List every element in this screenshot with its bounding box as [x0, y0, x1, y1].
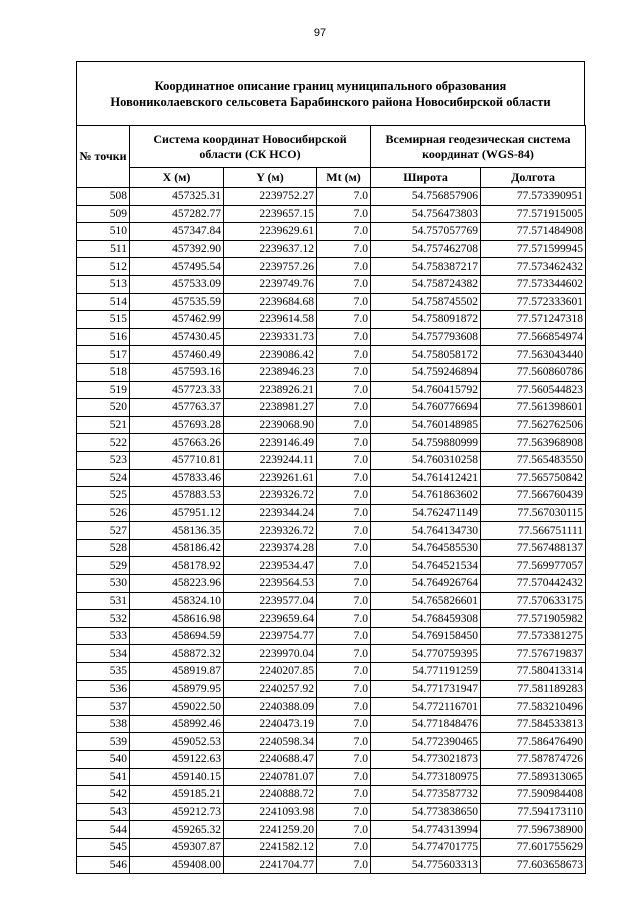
point-number-cell: 514 [77, 293, 130, 311]
x-cell: 457663.26 [130, 434, 224, 452]
title-line-1: Координатное описание границ муниципального образования [154, 78, 507, 93]
table-row [77, 575, 586, 593]
longitude-cell: 77.570633175 [481, 592, 586, 610]
x-cell: 457533.09 [130, 275, 224, 293]
x-cell: 457710.81 [130, 451, 224, 469]
y-cell: 2238981.27 [224, 399, 317, 417]
longitude-cell: 77.571905982 [481, 610, 586, 628]
latitude-cell: 54.774313994 [371, 821, 481, 839]
longitude-cell: 77.566751111 [481, 522, 586, 540]
mt-cell: 7.0 [317, 680, 371, 698]
table-body [77, 188, 586, 874]
longitude-cell: 77.571484908 [481, 223, 586, 241]
latitude-cell: 54.773587732 [371, 786, 481, 804]
longitude-cell: 77.565483550 [481, 451, 586, 469]
mt-cell: 7.0 [317, 592, 371, 610]
longitude-cell: 77.571599945 [481, 240, 586, 258]
point-number-cell: 540 [77, 751, 130, 769]
x-cell: 458616.98 [130, 610, 224, 628]
y-cell: 2240473.19 [224, 715, 317, 733]
y-cell: 2239534.47 [224, 557, 317, 575]
table-row [77, 469, 586, 487]
mt-cell: 7.0 [317, 346, 371, 364]
mt-cell: 7.0 [317, 363, 371, 381]
table-row [77, 627, 586, 645]
point-number-cell: 522 [77, 434, 130, 452]
longitude-cell: 77.596738900 [481, 821, 586, 839]
table-row [77, 205, 586, 223]
point-number-cell: 527 [77, 522, 130, 540]
longitude-cell: 77.563968908 [481, 434, 586, 452]
mt-cell: 7.0 [317, 275, 371, 293]
mt-cell: 7.0 [317, 715, 371, 733]
x-cell: 459265.32 [130, 821, 224, 839]
table-row [77, 838, 586, 856]
coordinates-table [76, 125, 586, 874]
y-cell: 2240598.34 [224, 733, 317, 751]
y-cell: 2239749.76 [224, 275, 317, 293]
table-row [77, 258, 586, 276]
latitude-cell: 54.764521534 [371, 557, 481, 575]
header-y: Y (м) [224, 168, 317, 188]
point-number-cell: 508 [77, 188, 130, 206]
header-mt: Mt (м) [317, 168, 371, 188]
point-number-cell: 544 [77, 821, 130, 839]
mt-cell: 7.0 [317, 416, 371, 434]
mt-cell: 7.0 [317, 205, 371, 223]
y-cell: 2239068.90 [224, 416, 317, 434]
table-row [77, 293, 586, 311]
point-number-cell: 520 [77, 399, 130, 417]
point-number-cell: 526 [77, 504, 130, 522]
y-cell: 2239757.26 [224, 258, 317, 276]
point-number-cell: 533 [77, 627, 130, 645]
mt-cell: 7.0 [317, 557, 371, 575]
point-number-cell: 537 [77, 698, 130, 716]
point-number-cell: 542 [77, 786, 130, 804]
mt-cell: 7.0 [317, 539, 371, 557]
table-row [77, 592, 586, 610]
longitude-cell: 77.571915005 [481, 205, 586, 223]
longitude-cell: 77.563043440 [481, 346, 586, 364]
mt-cell: 7.0 [317, 663, 371, 681]
longitude-cell: 77.573390951 [481, 188, 586, 206]
longitude-cell: 77.572333601 [481, 293, 586, 311]
longitude-cell: 77.590984408 [481, 786, 586, 804]
mt-cell: 7.0 [317, 786, 371, 804]
latitude-cell: 54.760415792 [371, 381, 481, 399]
point-number-cell: 532 [77, 610, 130, 628]
header-local-system: Система координат Новосибирской области (СК НСО) [130, 126, 371, 168]
latitude-cell: 54.759246894 [371, 363, 481, 381]
latitude-cell: 54.774701775 [371, 838, 481, 856]
longitude-cell: 77.580413314 [481, 663, 586, 681]
x-cell: 458223.96 [130, 575, 224, 593]
latitude-cell: 54.773838650 [371, 803, 481, 821]
x-cell: 459212.73 [130, 803, 224, 821]
y-cell: 2240207.85 [224, 663, 317, 681]
x-cell: 457535.59 [130, 293, 224, 311]
x-cell: 457951.12 [130, 504, 224, 522]
x-cell: 457392.90 [130, 240, 224, 258]
x-cell: 459122.63 [130, 751, 224, 769]
mt-cell: 7.0 [317, 522, 371, 540]
y-cell: 2240257.92 [224, 680, 317, 698]
y-cell: 2241582.12 [224, 838, 317, 856]
longitude-cell: 77.594173110 [481, 803, 586, 821]
latitude-cell: 54.765826601 [371, 592, 481, 610]
point-number-cell: 529 [77, 557, 130, 575]
mt-cell: 7.0 [317, 399, 371, 417]
y-cell: 2239684.68 [224, 293, 317, 311]
longitude-cell: 77.571247318 [481, 311, 586, 329]
table-row [77, 610, 586, 628]
point-number-cell: 509 [77, 205, 130, 223]
mt-cell: 7.0 [317, 645, 371, 663]
mt-cell: 7.0 [317, 838, 371, 856]
x-cell: 457495.54 [130, 258, 224, 276]
longitude-cell: 77.586476490 [481, 733, 586, 751]
mt-cell: 7.0 [317, 328, 371, 346]
point-number-cell: 541 [77, 768, 130, 786]
x-cell: 457347.84 [130, 223, 224, 241]
y-cell: 2239374.28 [224, 539, 317, 557]
longitude-cell: 77.570442432 [481, 575, 586, 593]
y-cell: 2240781.07 [224, 768, 317, 786]
x-cell: 457325.31 [130, 188, 224, 206]
latitude-cell: 54.758058172 [371, 346, 481, 364]
table-row [77, 522, 586, 540]
y-cell: 2239564.53 [224, 575, 317, 593]
table-row [77, 328, 586, 346]
latitude-cell: 54.757793608 [371, 328, 481, 346]
y-cell: 2239244.11 [224, 451, 317, 469]
table-row [77, 856, 586, 874]
table-row [77, 557, 586, 575]
document-title [76, 61, 585, 125]
latitude-cell: 54.757462708 [371, 240, 481, 258]
point-number-cell: 524 [77, 469, 130, 487]
latitude-cell: 54.756857906 [371, 188, 481, 206]
header-wgs-system: Всемирная геодезическая система координат (WGS-84) [371, 126, 586, 168]
table-row [77, 663, 586, 681]
table-row [77, 240, 586, 258]
longitude-cell: 77.560860786 [481, 363, 586, 381]
x-cell: 457833.46 [130, 469, 224, 487]
longitude-cell: 77.581189283 [481, 680, 586, 698]
latitude-cell: 54.764585530 [371, 539, 481, 557]
y-cell: 2239752.27 [224, 188, 317, 206]
latitude-cell: 54.764134730 [371, 522, 481, 540]
x-cell: 457460.49 [130, 346, 224, 364]
x-cell: 459052.53 [130, 733, 224, 751]
point-number-cell: 516 [77, 328, 130, 346]
latitude-cell: 54.760310258 [371, 451, 481, 469]
table-row [77, 751, 586, 769]
x-cell: 458324.10 [130, 592, 224, 610]
point-number-cell: 543 [77, 803, 130, 821]
latitude-cell: 54.758745502 [371, 293, 481, 311]
longitude-cell: 77.584533813 [481, 715, 586, 733]
longitude-cell: 77.561398601 [481, 399, 586, 417]
x-cell: 457430.45 [130, 328, 224, 346]
longitude-cell: 77.569977057 [481, 557, 586, 575]
point-number-cell: 519 [77, 381, 130, 399]
title-line-2: Новониколаевского сельсовета Барабинского района Новосибирской области [110, 94, 551, 109]
table-row [77, 434, 586, 452]
y-cell: 2241093.98 [224, 803, 317, 821]
point-number-cell: 518 [77, 363, 130, 381]
table-row [77, 416, 586, 434]
x-cell: 458178.92 [130, 557, 224, 575]
latitude-cell: 54.772116701 [371, 698, 481, 716]
y-cell: 2239629.61 [224, 223, 317, 241]
x-cell: 458979.95 [130, 680, 224, 698]
latitude-cell: 54.772390465 [371, 733, 481, 751]
mt-cell: 7.0 [317, 240, 371, 258]
x-cell: 458992.46 [130, 715, 224, 733]
point-number-cell: 535 [77, 663, 130, 681]
y-cell: 2240688.47 [224, 751, 317, 769]
longitude-cell: 77.583210496 [481, 698, 586, 716]
latitude-cell: 54.770759395 [371, 645, 481, 663]
y-cell: 2239344.24 [224, 504, 317, 522]
table-row [77, 346, 586, 364]
point-number-cell: 511 [77, 240, 130, 258]
latitude-cell: 54.761412421 [371, 469, 481, 487]
y-cell: 2239754.77 [224, 627, 317, 645]
x-cell: 459408.00 [130, 856, 224, 874]
point-number-cell: 510 [77, 223, 130, 241]
table-row [77, 733, 586, 751]
mt-cell: 7.0 [317, 803, 371, 821]
longitude-cell: 77.587874726 [481, 751, 586, 769]
mt-cell: 7.0 [317, 311, 371, 329]
x-cell: 458186.42 [130, 539, 224, 557]
y-cell: 2238946.23 [224, 363, 317, 381]
point-number-cell: 513 [77, 275, 130, 293]
header-x: X (м) [130, 168, 224, 188]
longitude-cell: 77.589313065 [481, 768, 586, 786]
y-cell: 2239326.72 [224, 487, 317, 505]
table-row [77, 451, 586, 469]
latitude-cell: 54.762471149 [371, 504, 481, 522]
latitude-cell: 54.758091872 [371, 311, 481, 329]
point-number-cell: 546 [77, 856, 130, 874]
mt-cell: 7.0 [317, 821, 371, 839]
table-row [77, 381, 586, 399]
mt-cell: 7.0 [317, 223, 371, 241]
header-longitude: Долгота [481, 168, 586, 188]
table-row [77, 188, 586, 206]
longitude-cell: 77.565750842 [481, 469, 586, 487]
y-cell: 2241704.77 [224, 856, 317, 874]
mt-cell: 7.0 [317, 610, 371, 628]
latitude-cell: 54.760776694 [371, 399, 481, 417]
x-cell: 457883.53 [130, 487, 224, 505]
mt-cell: 7.0 [317, 733, 371, 751]
x-cell: 459140.15 [130, 768, 224, 786]
y-cell: 2239331.73 [224, 328, 317, 346]
latitude-cell: 54.773180975 [371, 768, 481, 786]
point-number-cell: 536 [77, 680, 130, 698]
latitude-cell: 54.758724382 [371, 275, 481, 293]
latitude-cell: 54.761863602 [371, 487, 481, 505]
mt-cell: 7.0 [317, 768, 371, 786]
x-cell: 457593.16 [130, 363, 224, 381]
latitude-cell: 54.769158450 [371, 627, 481, 645]
y-cell: 2239577.04 [224, 592, 317, 610]
x-cell: 457723.33 [130, 381, 224, 399]
mt-cell: 7.0 [317, 188, 371, 206]
table-row [77, 715, 586, 733]
mt-cell: 7.0 [317, 451, 371, 469]
mt-cell: 7.0 [317, 504, 371, 522]
table-row [77, 275, 586, 293]
mt-cell: 7.0 [317, 469, 371, 487]
y-cell: 2239326.72 [224, 522, 317, 540]
point-number-cell: 531 [77, 592, 130, 610]
latitude-cell: 54.758387217 [371, 258, 481, 276]
mt-cell: 7.0 [317, 751, 371, 769]
x-cell: 459185.21 [130, 786, 224, 804]
point-number-cell: 530 [77, 575, 130, 593]
x-cell: 457693.28 [130, 416, 224, 434]
latitude-cell: 54.773021873 [371, 751, 481, 769]
page-number: 97 [313, 27, 327, 39]
x-cell: 458872.32 [130, 645, 224, 663]
latitude-cell: 54.771848476 [371, 715, 481, 733]
point-number-cell: 521 [77, 416, 130, 434]
table-row [77, 223, 586, 241]
point-number-cell: 515 [77, 311, 130, 329]
x-cell: 458919.87 [130, 663, 224, 681]
y-cell: 2239637.12 [224, 240, 317, 258]
table-row [77, 504, 586, 522]
point-number-cell: 534 [77, 645, 130, 663]
table-row [77, 539, 586, 557]
table-row [77, 680, 586, 698]
table-row [77, 821, 586, 839]
latitude-cell: 54.757057769 [371, 223, 481, 241]
y-cell: 2239970.04 [224, 645, 317, 663]
point-number-cell: 523 [77, 451, 130, 469]
mt-cell: 7.0 [317, 487, 371, 505]
mt-cell: 7.0 [317, 856, 371, 874]
latitude-cell: 54.768459308 [371, 610, 481, 628]
mt-cell: 7.0 [317, 627, 371, 645]
y-cell: 2239086.42 [224, 346, 317, 364]
longitude-cell: 77.566760439 [481, 487, 586, 505]
table-row [77, 487, 586, 505]
y-cell: 2238926.21 [224, 381, 317, 399]
header-point-number: № точки [77, 126, 130, 188]
point-number-cell: 538 [77, 715, 130, 733]
mt-cell: 7.0 [317, 575, 371, 593]
longitude-cell: 77.560544823 [481, 381, 586, 399]
y-cell: 2241259.20 [224, 821, 317, 839]
header-latitude: Широта [371, 168, 481, 188]
latitude-cell: 54.775603313 [371, 856, 481, 874]
longitude-cell: 77.601755629 [481, 838, 586, 856]
mt-cell: 7.0 [317, 381, 371, 399]
mt-cell: 7.0 [317, 258, 371, 276]
longitude-cell: 77.573381275 [481, 627, 586, 645]
table-row [77, 803, 586, 821]
y-cell: 2240388.09 [224, 698, 317, 716]
longitude-cell: 77.562762506 [481, 416, 586, 434]
longitude-cell: 77.603658673 [481, 856, 586, 874]
latitude-cell: 54.771191259 [371, 663, 481, 681]
table-row [77, 363, 586, 381]
point-number-cell: 525 [77, 487, 130, 505]
x-cell: 457763.37 [130, 399, 224, 417]
point-number-cell: 528 [77, 539, 130, 557]
point-number-cell: 517 [77, 346, 130, 364]
point-number-cell: 539 [77, 733, 130, 751]
point-number-cell: 545 [77, 838, 130, 856]
longitude-cell: 77.573462432 [481, 258, 586, 276]
mt-cell: 7.0 [317, 293, 371, 311]
x-cell: 459022.50 [130, 698, 224, 716]
longitude-cell: 77.573344602 [481, 275, 586, 293]
y-cell: 2239614.58 [224, 311, 317, 329]
latitude-cell: 54.760148985 [371, 416, 481, 434]
latitude-cell: 54.759880999 [371, 434, 481, 452]
longitude-cell: 77.576719837 [481, 645, 586, 663]
latitude-cell: 54.764926764 [371, 575, 481, 593]
x-cell: 457282.77 [130, 205, 224, 223]
table-row [77, 311, 586, 329]
mt-cell: 7.0 [317, 434, 371, 452]
y-cell: 2239659.64 [224, 610, 317, 628]
point-number-cell: 512 [77, 258, 130, 276]
x-cell: 457462.99 [130, 311, 224, 329]
mt-cell: 7.0 [317, 698, 371, 716]
y-cell: 2239146.49 [224, 434, 317, 452]
longitude-cell: 77.567488137 [481, 539, 586, 557]
longitude-cell: 77.567030115 [481, 504, 586, 522]
table-row [77, 645, 586, 663]
table-row [77, 786, 586, 804]
table-row [77, 698, 586, 716]
x-cell: 458136.35 [130, 522, 224, 540]
longitude-cell: 77.566854974 [481, 328, 586, 346]
latitude-cell: 54.756473803 [371, 205, 481, 223]
x-cell: 458694.59 [130, 627, 224, 645]
y-cell: 2240888.72 [224, 786, 317, 804]
x-cell: 459307.87 [130, 838, 224, 856]
y-cell: 2239261.61 [224, 469, 317, 487]
latitude-cell: 54.771731947 [371, 680, 481, 698]
table-row [77, 768, 586, 786]
y-cell: 2239657.15 [224, 205, 317, 223]
table-row [77, 399, 586, 417]
